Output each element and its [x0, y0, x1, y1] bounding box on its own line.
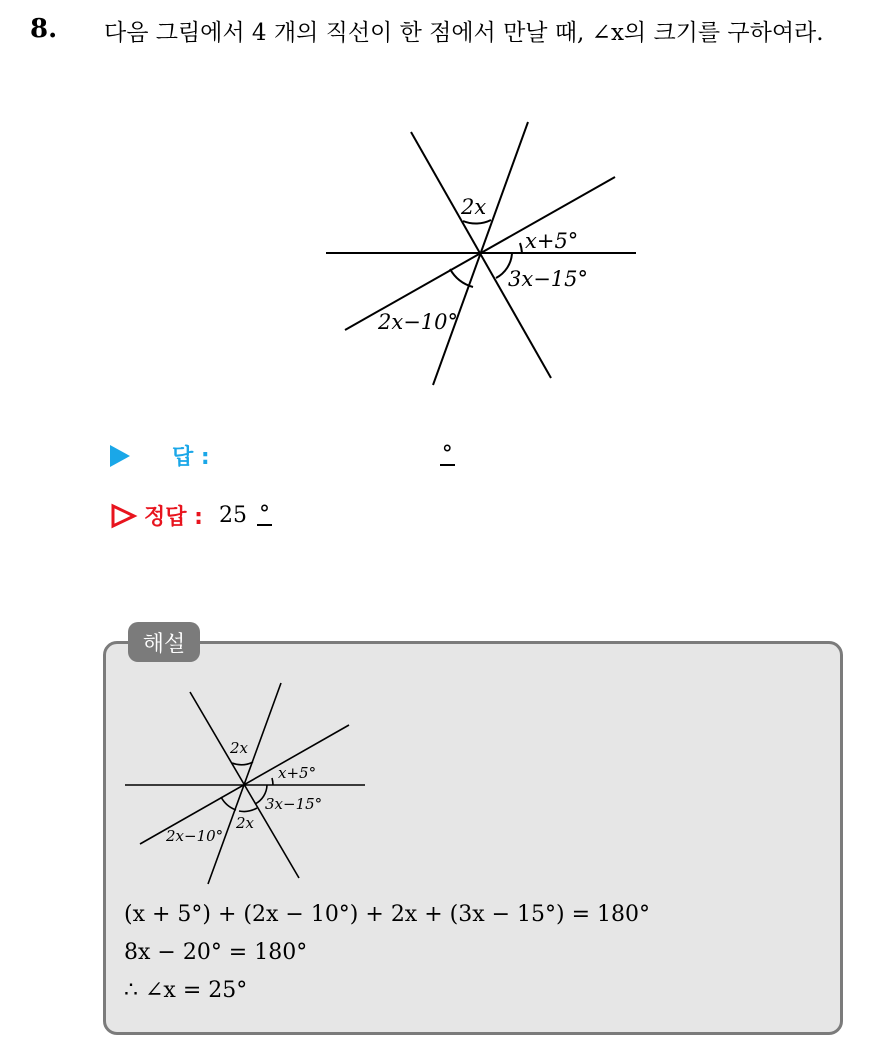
sol-arc-x5: [272, 778, 273, 785]
sol-label-2x-bottom: 2x: [236, 814, 255, 832]
sol-label-2x-top: 2x: [230, 739, 249, 757]
label-2x-minus-10: 2x−10°: [378, 310, 459, 334]
solution-line-2: 8x − 20° = 180°: [124, 940, 308, 965]
sol-arc-2x-top: [232, 762, 253, 765]
label-2x: 2x: [461, 195, 487, 219]
question-number: 8.: [30, 14, 58, 44]
answer-label: 답 :: [172, 445, 210, 470]
angle-arc-2x: [463, 220, 491, 224]
solution-tag: 해설: [128, 622, 200, 662]
solution-line-3: ∴ ∠x = 25°: [124, 978, 248, 1003]
sol-line-steep-b: [208, 683, 281, 884]
answer-marker-icon: [110, 445, 130, 467]
label-x-plus-5: x+5°: [525, 229, 579, 253]
four-lines-figure: [320, 115, 640, 390]
correct-marker-icon: [110, 503, 138, 529]
question-text: 다음 그림에서 4 개의 직선이 한 점에서 만날 때, ∠x의 크기를 구하여라.: [104, 20, 824, 46]
label-3x-minus-15: 3x−15°: [508, 267, 589, 291]
sol-label-x-plus-5: x+5°: [278, 764, 317, 782]
answer-row: [110, 440, 455, 471]
solution-line-1: (x + 5°) + (2x − 10°) + 2x + (3x − 15°) = 180°: [124, 902, 651, 927]
sol-label-3x-minus-15: 3x−15°: [265, 795, 323, 813]
sol-arc-2x10: [221, 797, 236, 810]
sol-label-2x-minus-10: 2x−10°: [166, 827, 224, 845]
solution-figure: [122, 680, 372, 890]
angle-arc-x5: [520, 243, 522, 253]
answer-unit: °: [441, 441, 453, 467]
sol-arc-2x-bottom: [239, 808, 257, 811]
correct-unit: °: [258, 501, 270, 527]
correct-value: 25: [218, 503, 247, 528]
solution-steps: [124, 896, 650, 1010]
correct-label: 정답 :: [144, 505, 203, 530]
correct-answer-row: [110, 500, 272, 531]
